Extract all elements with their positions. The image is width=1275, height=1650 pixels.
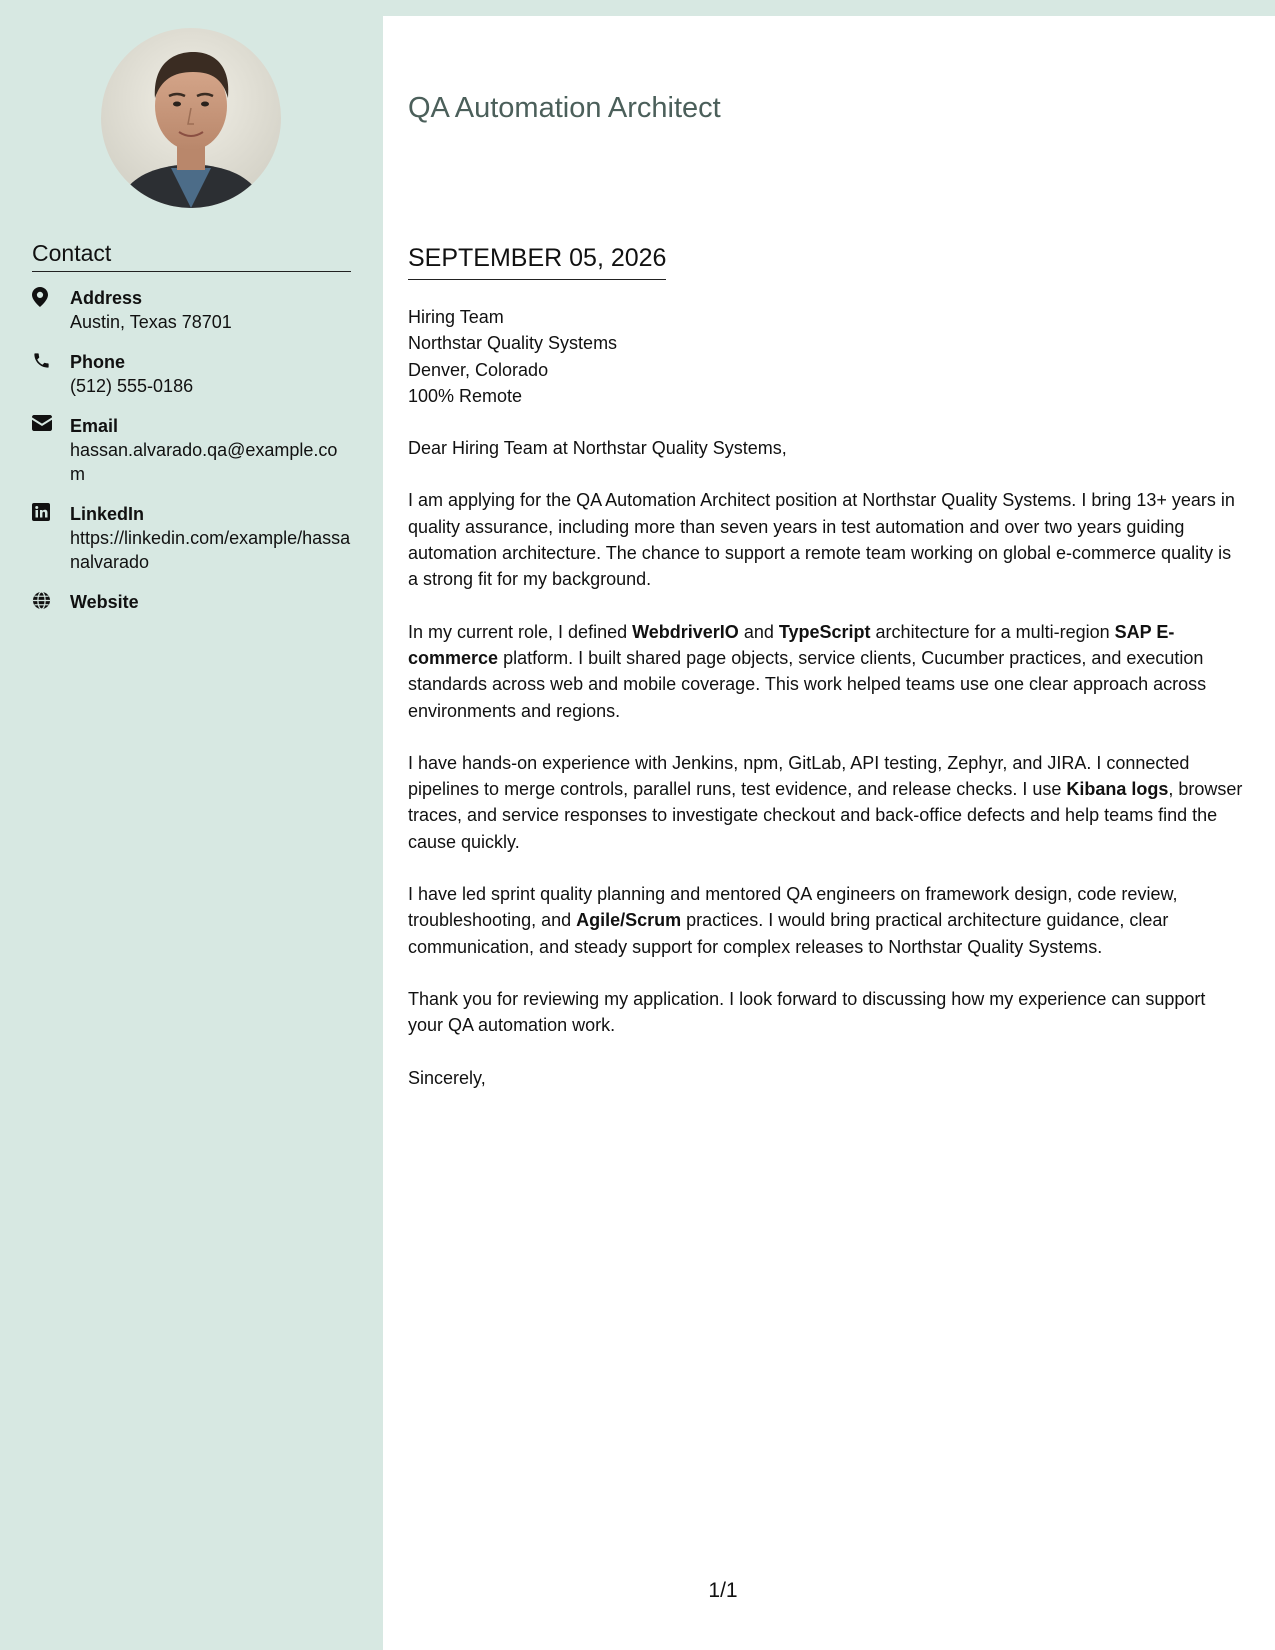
recipient-line: Hiring Team [408, 307, 504, 327]
globe-icon [32, 590, 70, 614]
address-value: Austin, Texas 78701 [70, 312, 232, 332]
sidebar [0, 0, 383, 1650]
paragraph-intro: I am applying for the QA Automation Architect position at Northstar Quality Systems. I bring 13+ years in quality assurance, including more than seven years in test automation and over two years guiding automation architecture. The chance to support a remote team working on global e-commerce quality is a strong fit for my background. [408, 490, 1235, 590]
email-label: Email [70, 416, 119, 436]
phone-value[interactable]: (512) 555-0186 [70, 376, 194, 396]
text-run: I have led sprint quality planning and mentored QA engineers on framework design, code review, troubleshooting, and [408, 884, 1178, 931]
text-run: I have hands-on experience with Jenkins, npm, GitLab, API testing, Zephyr, and JIRA. I connected pipelines to merge controls, parallel runs, test evidence, and release checks. I use [408, 752, 1190, 800]
highlight-text: WebdriverIO [632, 621, 739, 642]
recipient-line: Denver, Colorado [408, 359, 549, 380]
website-label: Website [70, 592, 139, 612]
text-run: , browser traces, and service responses to investigate checkout and back-office defects and help teams find the cause quickly. [408, 779, 1243, 852]
text-run: practices. I would bring practical architecture guidance, clear communication, and steady support for complex releases to Northstar Quality Systems. [408, 910, 1169, 957]
contact-website [32, 590, 352, 614]
recipient-block [408, 304, 1243, 409]
phone-label: Phone [70, 352, 126, 372]
paragraph-tools [408, 750, 1243, 855]
sign-off: Sincerely, [408, 1067, 486, 1088]
profile-photo-image [101, 28, 281, 208]
contact-email [32, 414, 352, 486]
salutation: Dear Hiring Team at Northstar Quality Systems, [408, 438, 787, 459]
email-icon [32, 414, 70, 486]
text-run: architecture for a multi-region [870, 621, 1115, 642]
linkedin-icon [32, 502, 70, 574]
contact-phone [32, 350, 352, 398]
contact-heading: Contact [32, 240, 351, 272]
highlight-text: TypeScript [778, 621, 871, 642]
text-run: and [738, 621, 779, 642]
text-run: In my current role, I defined [408, 621, 633, 642]
highlight-text: Agile/Scrum [576, 910, 682, 931]
contact-list [32, 286, 352, 630]
letter-date: SEPTEMBER 05, 2026 [408, 244, 666, 280]
paragraph-leadership [408, 881, 1243, 960]
contact-address [32, 286, 352, 334]
linkedin-label: LinkedIn [70, 504, 145, 524]
contact-linkedin [32, 502, 352, 574]
linkedin-value[interactable]: https://linkedin.com/example/hassanalvarado [70, 528, 351, 572]
paragraph-closing: Thank you for reviewing my application. I look forward to discussing how my experience can support your QA automation work. [408, 988, 1206, 1036]
highlight-text: SAP E-commerce [408, 621, 1175, 668]
text-run: platform. I built shared page objects, service clients, Cucumber practices, and execution standards across web and mobile coverage. This work helped teams use one clear approach across environments and regions. [408, 647, 1207, 721]
page-number: 1/1 [708, 1579, 738, 1602]
letter-page [383, 16, 1275, 1650]
recipient-line: 100% Remote [408, 385, 523, 406]
profile-photo [101, 28, 281, 208]
phone-icon [32, 350, 70, 398]
paragraph-role [408, 619, 1243, 724]
job-title: QA Automation Architect [408, 92, 721, 124]
recipient-line: Northstar Quality Systems [408, 333, 618, 354]
map-pin-icon [32, 286, 70, 334]
email-value[interactable]: hassan.alvarado.qa@example.com [70, 440, 338, 484]
highlight-text: Kibana logs [1066, 779, 1169, 800]
letter-body [408, 304, 1243, 1117]
address-label: Address [70, 288, 143, 308]
